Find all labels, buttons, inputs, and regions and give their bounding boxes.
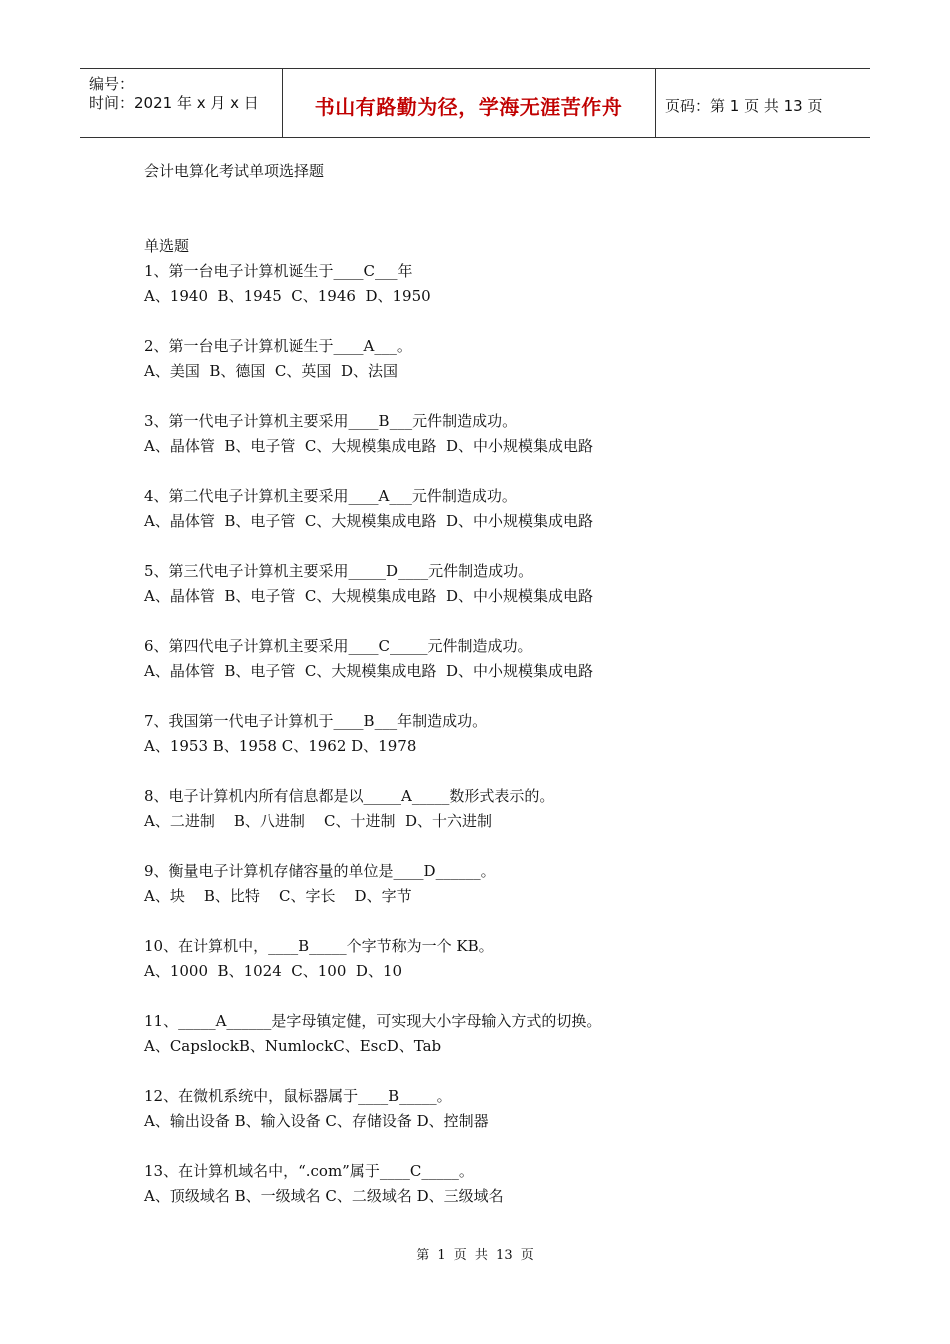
header-motto-cell <box>282 69 656 137</box>
header-page-cell <box>655 69 870 137</box>
question-options: A、1953 B、1958 C、1962 D、1978 <box>144 737 417 755</box>
question-text: 11、_____A______是字母镇定健，可实现大小字母输入方式的切换。 <box>144 1012 602 1030</box>
question-options: A、晶体管 B、电子管 C、大规模集成电路 D、中小规模集成电路 <box>144 587 593 605</box>
question-options: A、顶级域名 B、一级域名 C、二级域名 D、三级域名 <box>144 1187 504 1205</box>
question-options: A、二进制 B、八进制 C、十进制 D、十六进制 <box>144 812 493 830</box>
question-text: 7、我国第一代电子计算机于____B___年制造成功。 <box>144 712 488 730</box>
question-item <box>144 1009 844 1059</box>
question-item <box>144 334 844 384</box>
question-item <box>144 559 844 609</box>
question-item <box>144 709 844 759</box>
header-info-cell <box>80 69 283 137</box>
question-options: A、1000 B、1024 C、100 D、10 <box>144 962 403 980</box>
question-text: 8、电子计算机内所有信息都是以_____A_____数形式表示的。 <box>144 787 555 805</box>
page-info: 页码：第 1 页 共 13 页 <box>665 97 823 115</box>
question-text: 4、第二代电子计算机主要采用____A___元件制造成功。 <box>144 487 517 505</box>
question-text: 6、第四代电子计算机主要采用____C_____元件制造成功。 <box>144 637 533 655</box>
question-options: A、块 B、比特 C、字长 D、字节 <box>144 887 412 905</box>
question-item <box>144 484 844 534</box>
date-line: 时间：2021 年 x 月 x 日 <box>89 94 259 112</box>
question-item <box>144 1159 844 1209</box>
question-item <box>144 634 844 684</box>
question-options: A、晶体管 B、电子管 C、大规模集成电路 D、中小规模集成电路 <box>144 512 593 530</box>
document-title: 会计电算化考试单项选择题 <box>144 162 325 180</box>
question-item <box>144 1084 844 1134</box>
question-item <box>144 259 844 309</box>
question-text: 1、第一台电子计算机诞生于____C___年 <box>144 262 413 280</box>
question-item <box>144 934 844 984</box>
question-options: A、晶体管 B、电子管 C、大规模集成电路 D、中小规模集成电路 <box>144 437 593 455</box>
page-header <box>80 68 870 138</box>
question-text: 9、衡量电子计算机存储容量的单位是____D______。 <box>144 862 496 880</box>
question-options: A、1940 B、1945 C、1946 D、1950 <box>144 287 431 305</box>
motto: 书山有路勤为径，学海无涯苦作舟 <box>314 95 623 119</box>
question-options: A、CapslockB、NumlockC、EscD、Tab <box>144 1037 442 1055</box>
question-options: A、输出设备 B、输入设备 C、存储设备 D、控制器 <box>144 1112 489 1130</box>
question-text: 12、在微机系统中，鼠标器属于____B_____。 <box>144 1087 452 1105</box>
number-label: 编号： <box>89 75 135 93</box>
question-text: 2、第一台电子计算机诞生于____A___。 <box>144 337 412 355</box>
question-text: 13、在计算机域名中，“.com”属于____C_____。 <box>144 1162 474 1180</box>
question-item <box>144 859 844 909</box>
question-item <box>144 784 844 834</box>
question-item <box>144 409 844 459</box>
question-list <box>144 259 844 1234</box>
section-title: 单选题 <box>144 237 190 255</box>
question-options: A、美国 B、德国 C、英国 D、法国 <box>144 362 398 380</box>
question-text: 3、第一代电子计算机主要采用____B___元件制造成功。 <box>144 412 518 430</box>
question-text: 5、第三代电子计算机主要采用_____D____元件制造成功。 <box>144 562 534 580</box>
question-text: 10、在计算机中，____B_____个字节称为一个 KB。 <box>144 937 494 955</box>
question-options: A、晶体管 B、电子管 C、大规模集成电路 D、中小规模集成电路 <box>144 662 593 680</box>
page-footer: 第 1 页 共 13 页 <box>416 1248 534 1263</box>
